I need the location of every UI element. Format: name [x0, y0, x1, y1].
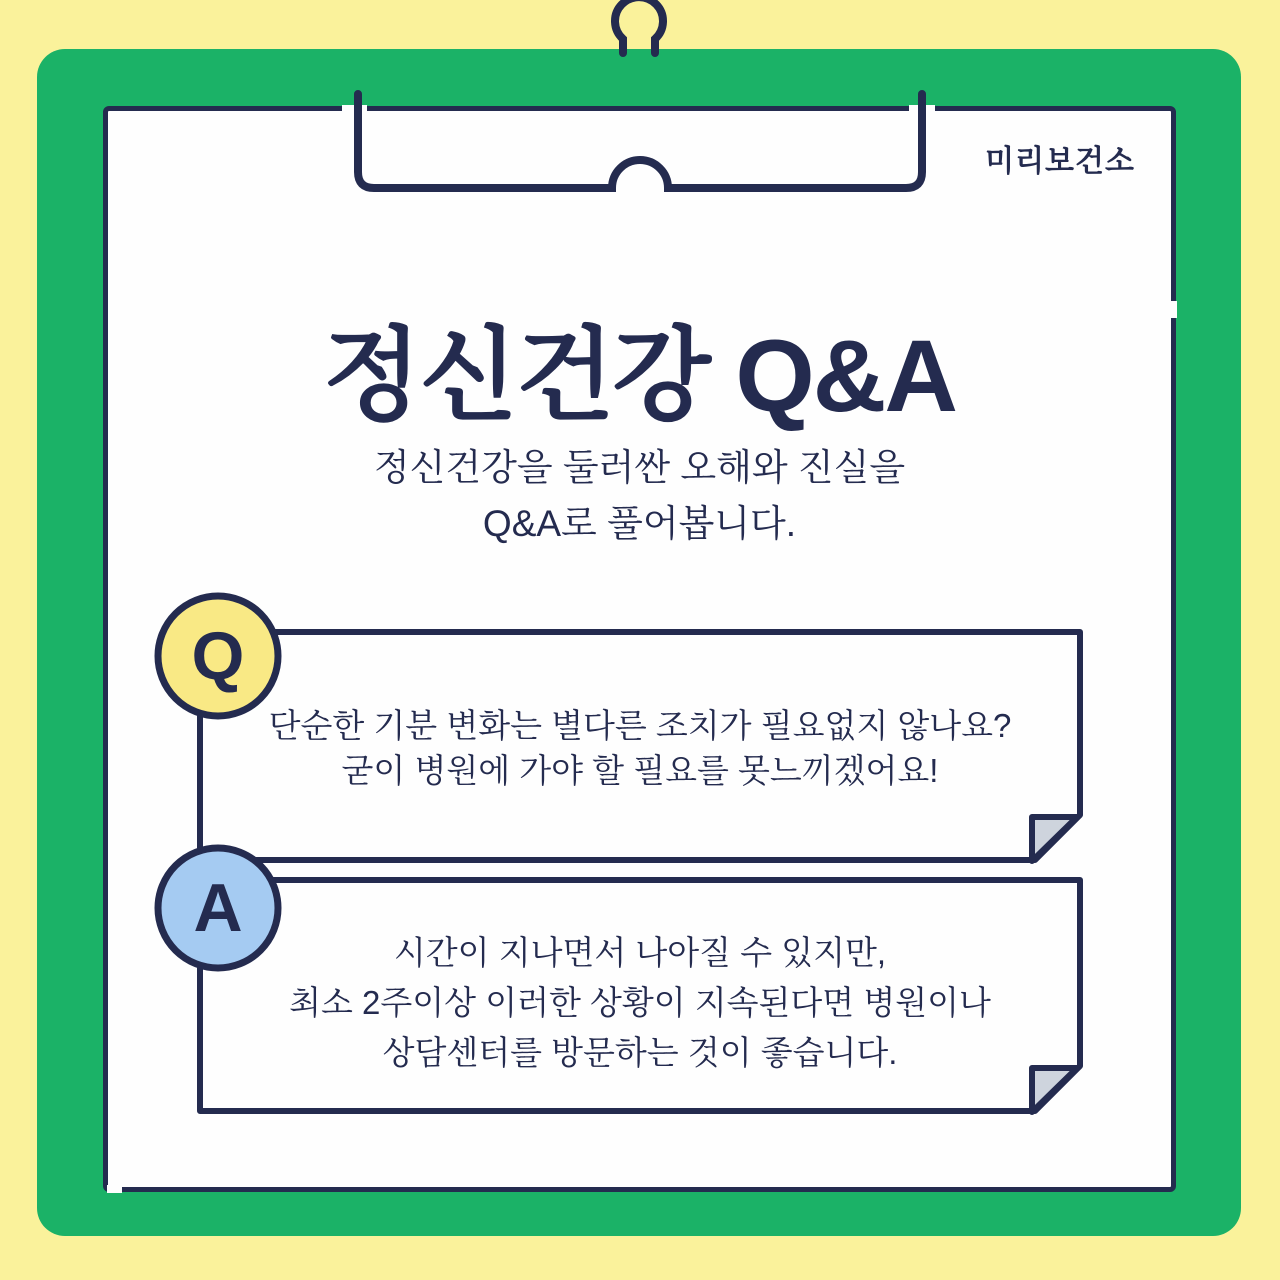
answer-line: 시간이 지나면서 나아질 수 있지만, — [393, 934, 887, 971]
clipboard-ring-icon — [615, 0, 663, 53]
question-line: 굳이 병원에 가야 할 필요를 못느끼겠어요! — [341, 752, 939, 789]
subtitle-line: 정신건강을 둘러싼 오해와 진실을 — [373, 447, 906, 488]
answer-line: 상담센터를 방문하는 것이 좋습니다. — [382, 1034, 898, 1071]
subtitle-line: Q&A로 풀어봅니다. — [482, 503, 797, 544]
question-line: 단순한 기분 변화는 별다른 조치가 필요없지 않나요? — [268, 707, 1012, 744]
answer-text — [200, 928, 1080, 1078]
answer-line: 최소 2주이상 이러한 상황이 지속된다면 병원이나 — [289, 984, 991, 1021]
clipboard-clip-icon — [358, 94, 922, 188]
poster-title: 정신건강 Q&A — [322, 319, 957, 433]
poster-subtitle — [103, 440, 1176, 552]
answer-badge: A — [193, 870, 243, 946]
question-badge: Q — [191, 618, 245, 694]
question-box-folded-corner-icon — [1032, 817, 1077, 861]
brand-logo: 미리보건소 — [985, 145, 1135, 178]
question-text — [200, 703, 1080, 793]
